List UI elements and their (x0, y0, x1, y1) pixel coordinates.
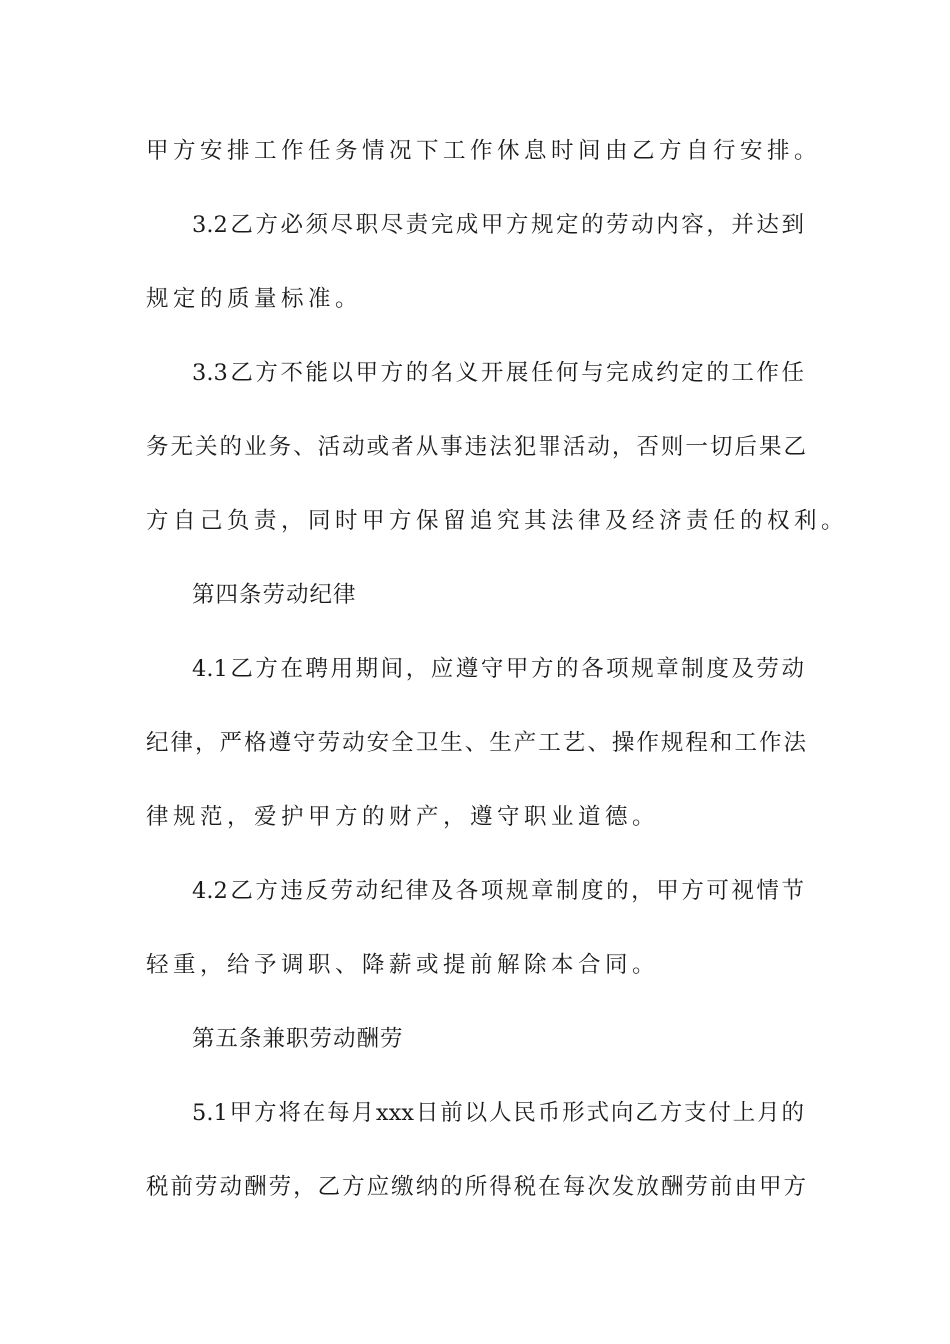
clause-5-1: 5.1甲方将在每月xxx日前以人民币形式向乙方支付上月的 (192, 1100, 804, 1126)
clause-4-2: 4.2乙方违反劳动纪律及各项规章制度的，甲方可视情节 (192, 878, 804, 904)
section-heading-4: 第四条劳动纪律 (192, 582, 357, 608)
text-line: 轻重，给予调职、降薪或提前解除本合同。 (146, 952, 660, 978)
text-line: 税前劳动酬劳，乙方应缴纳的所得税在每次发放酬劳前由甲方 (146, 1174, 806, 1200)
text-line: 规定的质量标准。 (146, 286, 363, 312)
text-line: 律规范，爱护甲方的财产，遵守职业道德。 (146, 804, 660, 830)
text-line: 甲方安排工作任务情况下工作休息时间由乙方自行安排。 (146, 138, 822, 164)
text-line: 务无关的业务、活动或者从事违法犯罪活动，否则一切后果乙 (146, 434, 806, 460)
clause-3-3: 3.3乙方不能以甲方的名义开展任何与完成约定的工作任 (192, 360, 804, 386)
text-line: 方自己负责，同时甲方保留追究其法律及经济责任的权利。 (146, 508, 849, 534)
clause-4-1: 4.1乙方在聘用期间，应遵守甲方的各项规章制度及劳动 (192, 656, 804, 682)
clause-3-2: 3.2乙方必须尽职尽责完成甲方规定的劳动内容，并达到 (192, 212, 804, 238)
text-line: 纪律，严格遵守劳动安全卫生、生产工艺、操作规程和工作法 (146, 730, 806, 756)
section-heading-5: 第五条兼职劳动酬劳 (192, 1026, 404, 1052)
